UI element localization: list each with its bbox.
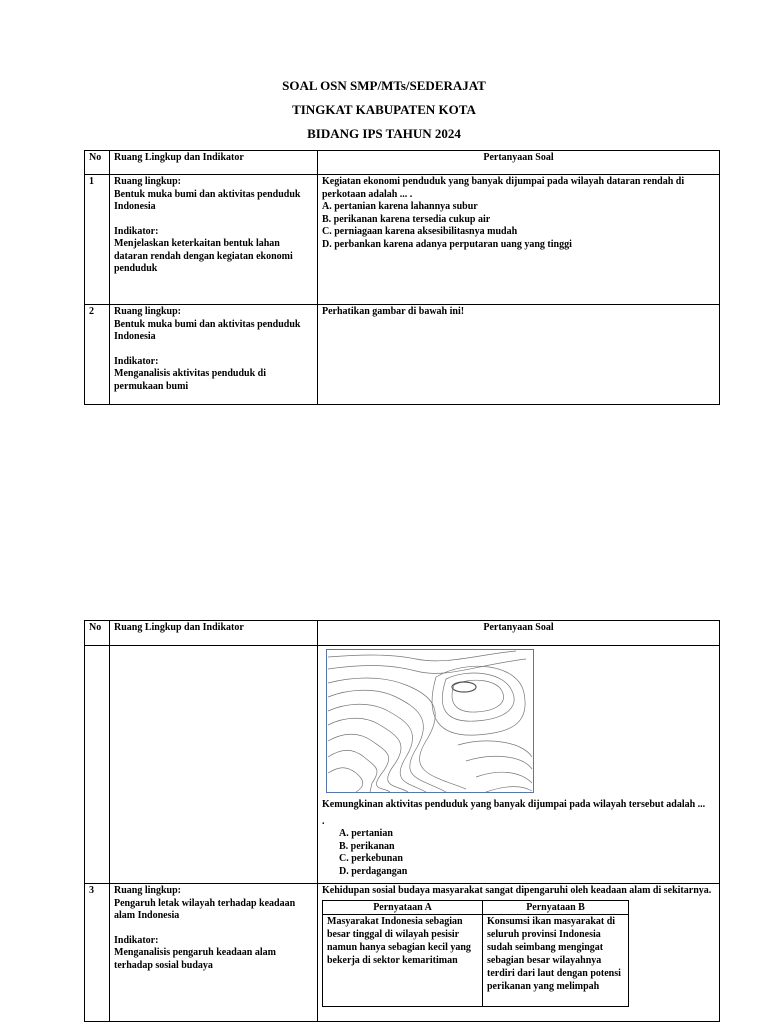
question-text: Perhatikan gambar di bawah ini! bbox=[322, 306, 465, 317]
table-row bbox=[85, 646, 720, 884]
option-c: C. perkebunan bbox=[339, 853, 403, 864]
scope-cell bbox=[110, 884, 318, 1022]
scope-text: Bentuk muka bumi dan aktivitas penduduk Indonesia bbox=[114, 318, 301, 342]
option-list bbox=[322, 828, 715, 878]
option-d: D. perbankan karena adanya perputaran uang yang tinggi bbox=[322, 238, 572, 250]
option-a: A. pertanian karena lahannya subur bbox=[322, 201, 478, 212]
option-b: B. perikanan karena tersedia cukup air bbox=[322, 213, 491, 225]
statement-b-header: Pernyataan B bbox=[483, 900, 629, 914]
header-scope: Ruang Lingkup dan Indikator bbox=[110, 151, 318, 175]
question-table-1 bbox=[84, 150, 720, 405]
option-c: C. perniagaan karena aksesibilitasnya mudah bbox=[322, 226, 518, 237]
statement-a-header: Pernyataan A bbox=[323, 900, 483, 914]
option-b: B. perikanan bbox=[339, 840, 395, 852]
table-row bbox=[85, 305, 720, 405]
scope-label: Ruang lingkup: bbox=[114, 885, 181, 896]
question-number: 2 bbox=[85, 305, 110, 405]
option-list bbox=[322, 201, 715, 251]
option-d: D. perdagangan bbox=[339, 865, 408, 877]
title-line-2: TINGKAT KABUPATEN KOTA bbox=[292, 102, 476, 117]
indicator-label: Indikator: bbox=[114, 355, 159, 367]
indicator-text: Menganalisis pengaruh keadaan alam terhadap sosial budaya bbox=[114, 947, 276, 971]
table-row bbox=[85, 884, 720, 1022]
title-line-3: BIDANG IPS TAHUN 2024 bbox=[307, 126, 461, 141]
title-line-1: SOAL OSN SMP/MTs/SEDERAJAT bbox=[282, 78, 486, 93]
scope-text: Pengaruh letak wilayah terhadap keadaan alam Indonesia bbox=[114, 897, 296, 921]
scope-label: Ruang lingkup: bbox=[114, 176, 181, 187]
dot-line: . bbox=[322, 815, 325, 827]
question-cell bbox=[318, 175, 720, 305]
table-header-row bbox=[85, 621, 720, 646]
indicator-label: Indikator: bbox=[114, 934, 159, 946]
indicator-label: Indikator: bbox=[114, 225, 159, 237]
header-no: No bbox=[85, 151, 110, 175]
question-cell bbox=[318, 646, 720, 884]
contour-map-image bbox=[326, 649, 534, 793]
question-text: Kemungkinan aktivitas penduduk yang banyak dijumpai pada wilayah tersebut adalah ... bbox=[322, 799, 706, 810]
question-cell bbox=[318, 305, 720, 405]
question-number: 3 bbox=[85, 884, 110, 1022]
statement-a-text: Masyarakat Indonesia sebagian besar tinggal di wilayah pesisir namun hanya sebagian kecil yang bekerja di sektor kemaritiman bbox=[323, 914, 483, 1006]
header-question: Pertanyaan Soal bbox=[318, 621, 720, 646]
question-number: 1 bbox=[85, 175, 110, 305]
statement-table bbox=[322, 900, 629, 1007]
scope-cell bbox=[110, 175, 318, 305]
question-text: Kehidupan sosial budaya masyarakat sangat dipengaruhi oleh keadaan alam di sekitarnya. bbox=[322, 885, 712, 896]
option-a: A. pertanian bbox=[339, 828, 393, 839]
statement-b-text: Konsumsi ikan masyarakat di seluruh provinsi Indonesia sudah seimbang mengingat sebagian besar wilayahnya terdiri dari laut dengan potensi perikanan yang melimpah bbox=[483, 914, 629, 1006]
table-header-row bbox=[85, 151, 720, 175]
document-title-block bbox=[0, 78, 768, 150]
indicator-text: Menganalisis aktivitas penduduk di permukaan bumi bbox=[114, 368, 266, 392]
header-no: No bbox=[85, 621, 110, 646]
header-scope: Ruang Lingkup dan Indikator bbox=[110, 621, 318, 646]
header-question: Pertanyaan Soal bbox=[318, 151, 720, 175]
question-cell bbox=[318, 884, 720, 1022]
question-text: Kegiatan ekonomi penduduk yang banyak dijumpai pada wilayah dataran rendah di perkotaan adalah ... . bbox=[322, 176, 685, 200]
indicator-text: Menjelaskan keterkaitan bentuk lahan dataran rendah dengan kegiatan ekonomi penduduk bbox=[114, 238, 293, 274]
scope-label: Ruang lingkup: bbox=[114, 306, 181, 317]
table-row bbox=[85, 175, 720, 305]
scope-cell bbox=[110, 305, 318, 405]
scope-text: Bentuk muka bumi dan aktivitas penduduk Indonesia bbox=[114, 188, 301, 212]
question-table-2 bbox=[84, 620, 720, 1022]
